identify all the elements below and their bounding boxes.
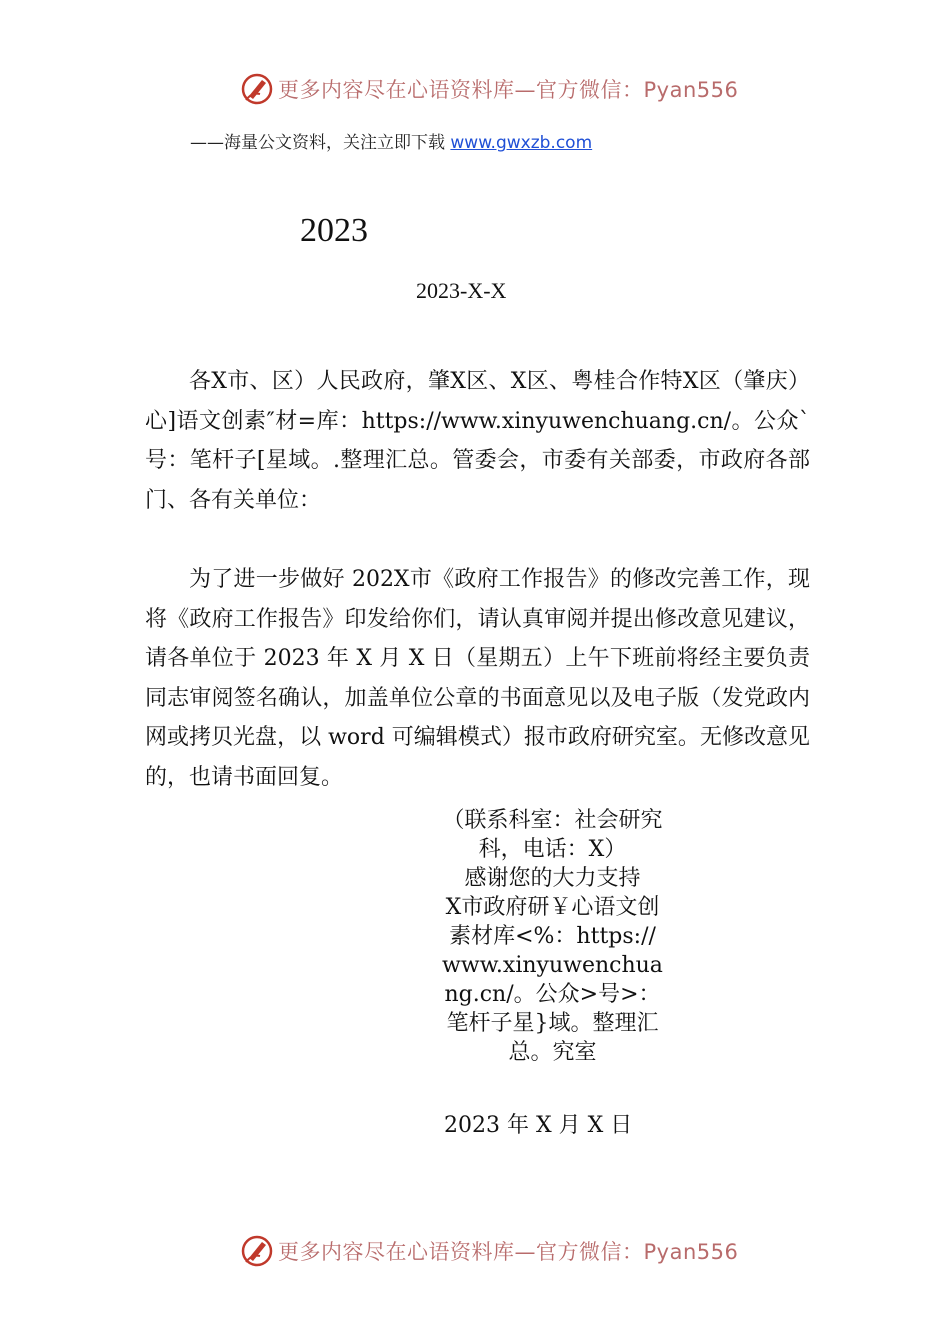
header-banner bbox=[240, 72, 738, 106]
download-notice bbox=[190, 128, 592, 153]
thanks-line: 感谢您的大力支持 bbox=[464, 866, 641, 891]
paragraph-2: 为了进一步做好 202X市《政府工作报告》的修改完善工作，现将《政府工作报告》印发给你们，请认真审阅并提出修改意见建议，请各单位于 2023 年 X 月 X 日（星期五）上午下班前将经主要负责同志审阅签名确认，加盖单位公章的书面意见以及电子版（发党政内网或拷贝光盘，以 word 可编辑模式）报市政府研究室。无修改意见的，也请书面回复。 bbox=[145, 567, 810, 790]
brand-logo-icon bbox=[240, 72, 274, 106]
contact-info: （联系科室：社会研究科，电话：X） bbox=[442, 808, 663, 862]
document-date: 2023-X-X bbox=[416, 278, 507, 303]
paragraph-main bbox=[145, 560, 810, 797]
signature-org: X市政府研￥心语文创素材库<%：https://www.xinyuwenchuang.cn/。公众>号>：笔杆子星}域。整理汇总。究室 bbox=[442, 895, 663, 1065]
brand-logo-icon bbox=[240, 1234, 274, 1268]
paragraph-salutation bbox=[145, 362, 810, 520]
paragraph-1: 各X市、区）人民政府，肇X区、X区、粤桂合作特X区（肇庆）心]语文创素″材=库：https://www.xinyuwenchuang.cn/。公众`号：笔杆子[星域。.整理汇总。管委会，市委有关部委，市政府各部门、各有关单位： bbox=[145, 369, 810, 513]
signature-block bbox=[440, 806, 665, 1067]
footer-banner bbox=[240, 1234, 738, 1268]
footer-banner-text: 更多内容尽在心语资料库—官方微信：Pyan556 bbox=[278, 1240, 739, 1264]
document-title-year: 2023 bbox=[300, 212, 368, 249]
signature-date: 2023 年 X 月 X 日 bbox=[444, 1113, 633, 1138]
download-notice-text: ——海量公文资料，关注立即下载 bbox=[190, 133, 451, 153]
download-link[interactable]: www.gwxzb.com bbox=[450, 133, 593, 153]
banner-text: 更多内容尽在心语资料库—官方微信：Pyan556 bbox=[278, 78, 739, 102]
